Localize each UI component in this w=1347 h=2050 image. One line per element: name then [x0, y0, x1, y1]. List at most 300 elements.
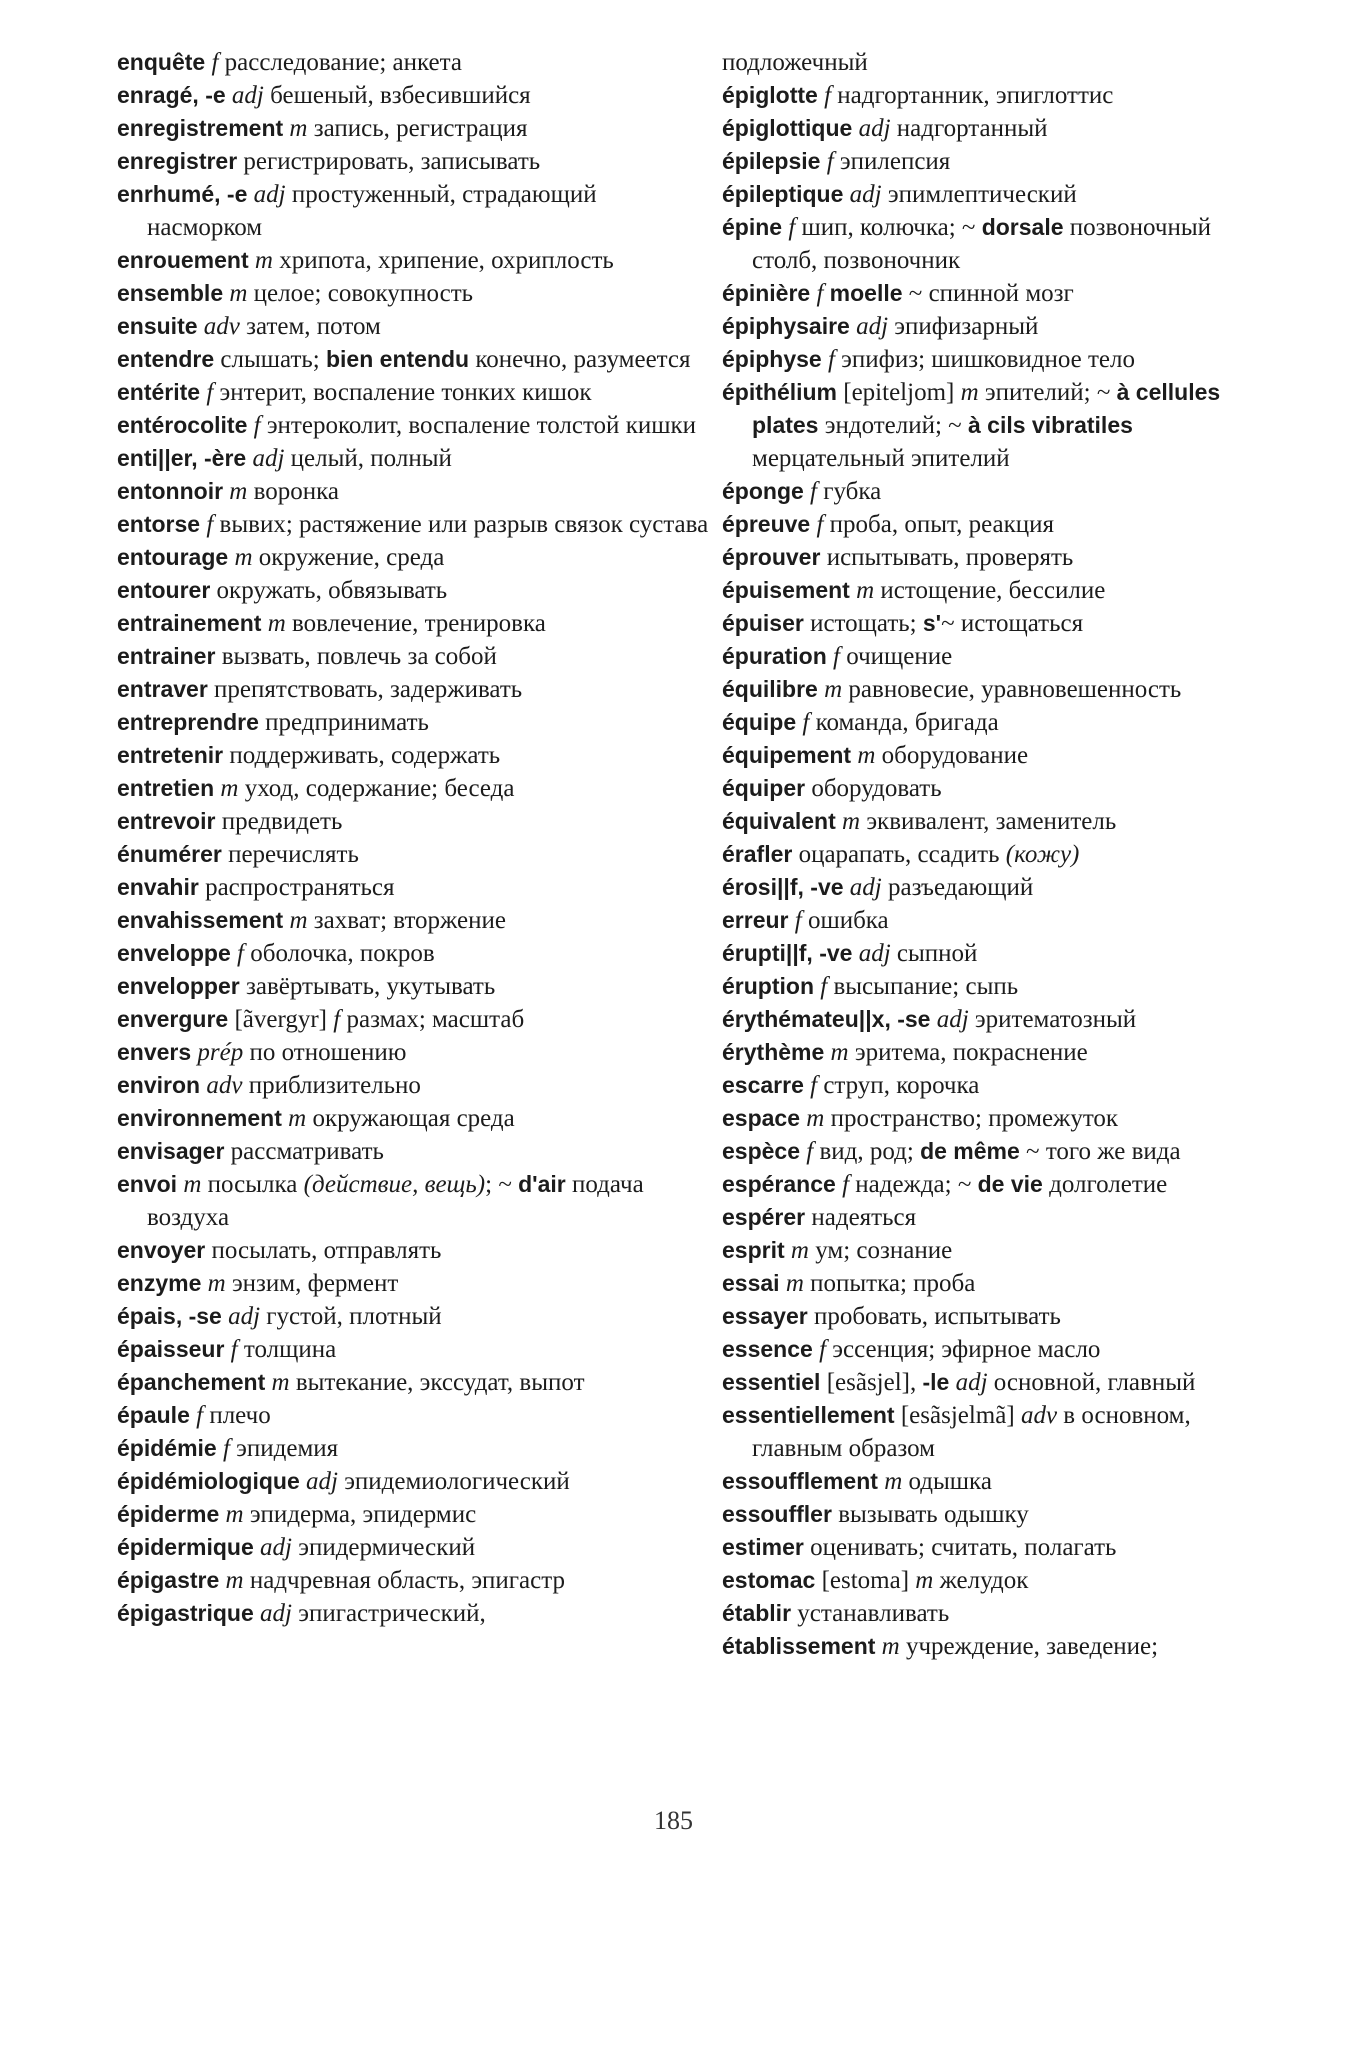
- part-of-speech: prép: [191, 1039, 244, 1066]
- part-of-speech: f: [200, 379, 214, 406]
- headword: établissement: [722, 1633, 876, 1659]
- translation: [ãvergyr]: [228, 1006, 334, 1033]
- page-number: 185: [654, 1806, 693, 1835]
- dictionary-entry: [117, 1399, 717, 1432]
- translation: основной, главный: [987, 1369, 1196, 1396]
- translation: эпидемия: [229, 1435, 339, 1462]
- part-of-speech: m: [875, 1633, 900, 1660]
- dictionary-entry: [722, 277, 1262, 310]
- translation: истощать;: [803, 610, 923, 637]
- part-of-speech: f: [216, 1435, 230, 1462]
- part-of-speech: adj: [852, 940, 891, 967]
- dictionary-entry: [117, 409, 717, 442]
- translation: предпринимать: [258, 709, 429, 736]
- dictionary-entry: [117, 805, 717, 838]
- translation: ; ~: [485, 1171, 519, 1198]
- headword: entretien: [117, 775, 215, 801]
- translation: эритематозный: [968, 1006, 1137, 1033]
- translation: предвидеть: [215, 808, 343, 835]
- translation: целое; совокупность: [247, 280, 474, 307]
- translation: эпителий; ~: [978, 379, 1117, 406]
- part-of-speech: f: [817, 82, 832, 109]
- part-of-speech: f: [810, 280, 824, 307]
- part-of-speech: adj: [221, 1303, 261, 1330]
- part-of-speech: adv: [1020, 1402, 1058, 1429]
- dictionary-entry: [722, 1135, 1262, 1168]
- headword: épiderme: [117, 1501, 220, 1527]
- part-of-speech: f: [782, 214, 796, 241]
- part-of-speech: f: [803, 1072, 818, 1099]
- translation: позвоночный столб, позвоночник: [752, 214, 1212, 274]
- translation: эпидермический: [291, 1534, 476, 1561]
- headword: épuisement: [722, 577, 850, 603]
- headword: équivalent: [722, 808, 836, 834]
- headword: éprouver: [722, 544, 821, 570]
- translation: [estoma]: [815, 1567, 916, 1594]
- dictionary-entry: [117, 1036, 717, 1069]
- headword: équiper: [722, 775, 806, 801]
- headword: entrainement: [117, 610, 262, 636]
- translation: захват; вторжение: [307, 907, 506, 934]
- translation: ~ спинной мозг: [902, 280, 1074, 307]
- part-of-speech: m: [214, 775, 239, 802]
- translation: эпифизарный: [888, 313, 1039, 340]
- headword: épuiser: [722, 610, 804, 636]
- dictionary-entry: [117, 376, 717, 409]
- translation: эндотелий; ~: [818, 412, 968, 439]
- part-of-speech: f: [230, 940, 244, 967]
- translation: воронка: [247, 478, 339, 505]
- dictionary-entry: [722, 376, 1262, 475]
- translation: окружающая среда: [306, 1105, 515, 1132]
- dictionary-entry: [117, 1300, 717, 1333]
- part-of-speech: f: [788, 907, 802, 934]
- dictionary-entry: [117, 904, 717, 937]
- headword: érythémateu||x, -se: [722, 1006, 931, 1032]
- dictionary-entry: [722, 145, 1262, 178]
- headword: enregistrement: [117, 115, 284, 141]
- dictionary-entry: [117, 937, 717, 970]
- dictionary-entry: [722, 1498, 1262, 1531]
- headword: érupti||f, -ve: [722, 940, 853, 966]
- headword: épaisseur: [117, 1336, 225, 1362]
- headword: essayer: [722, 1303, 808, 1329]
- headword: équipement: [722, 742, 852, 768]
- translation: слышать;: [214, 346, 326, 373]
- translation: завёртывать, укутывать: [239, 973, 496, 1000]
- part-of-speech: f: [820, 148, 834, 175]
- translation: окружение, среда: [252, 544, 445, 571]
- dictionary-entry: [722, 673, 1262, 706]
- part-of-speech: m: [824, 1039, 849, 1066]
- translation: вытекание, экссудат, выпот: [289, 1369, 585, 1396]
- dictionary-entry: [722, 1102, 1262, 1135]
- translation: струп, корочка: [817, 1072, 980, 1099]
- headword: espèce: [722, 1138, 801, 1164]
- translation: вызвать, повлечь за собой: [215, 643, 497, 670]
- translation: энтероколит, воспаление толстой кишки: [260, 412, 696, 439]
- translation: эпидерма, эпидермис: [243, 1501, 477, 1528]
- dictionary-entry: [117, 871, 717, 904]
- headword: épileptique: [722, 181, 844, 207]
- dictionary-entry: [117, 1432, 717, 1465]
- translation: губка: [816, 478, 882, 505]
- translation: регистрировать, записывать: [237, 148, 541, 175]
- headword: épuration: [722, 643, 827, 669]
- headword: érosi||f, -ve: [722, 874, 844, 900]
- dictionary-entry: [722, 1267, 1262, 1300]
- dictionary-entry: [117, 673, 717, 706]
- part-of-speech: m: [784, 1237, 809, 1264]
- part-of-speech: m: [817, 676, 843, 703]
- dictionary-entry: [117, 574, 717, 607]
- headword: épidémiologique: [117, 1468, 300, 1494]
- translation: пространство; промежуток: [824, 1105, 1119, 1132]
- part-of-speech: m: [228, 544, 253, 571]
- dictionary-entry: [117, 607, 717, 640]
- part-of-speech: m: [261, 610, 286, 637]
- dictionary-entry: [722, 1597, 1262, 1630]
- translation: надеяться: [805, 1204, 917, 1231]
- dictionary-entry: [722, 1531, 1262, 1564]
- translation: приблизительно: [242, 1072, 421, 1099]
- translation: подача воздуха: [147, 1171, 644, 1231]
- dictionary-entry: [117, 475, 717, 508]
- headword: épidermique: [117, 1534, 254, 1560]
- dictionary-entry: [722, 706, 1262, 739]
- part-of-speech: f: [826, 643, 840, 670]
- part-of-speech: adv: [197, 313, 240, 340]
- phrase: -le: [922, 1369, 950, 1395]
- translation: уход, содержание; беседа: [238, 775, 515, 802]
- dictionary-entry: [117, 1234, 717, 1267]
- translation: эпилепсия: [833, 148, 951, 175]
- headword: enrouement: [117, 247, 249, 273]
- part-of-speech: m: [265, 1369, 290, 1396]
- translation: мерцательный эпителий: [752, 445, 1010, 472]
- part-of-speech: adj: [852, 115, 891, 142]
- headword: épidémie: [117, 1435, 217, 1461]
- dictionary-entry: [722, 541, 1262, 574]
- headword: ensuite: [117, 313, 198, 339]
- headword: espace: [722, 1105, 801, 1131]
- headword: épinière: [722, 280, 811, 306]
- translation: надежда; ~: [849, 1171, 978, 1198]
- headword: épilepsie: [722, 148, 821, 174]
- headword: entourer: [117, 577, 211, 603]
- headword: épais, -se: [117, 1303, 222, 1329]
- part-of-speech: m: [800, 1105, 825, 1132]
- translation: ум; сознание: [808, 1237, 953, 1264]
- right-column: [722, 46, 1262, 1663]
- translation: конечно, разумеется: [469, 346, 691, 373]
- dictionary-entry: [117, 772, 717, 805]
- translation: шип, колючка; ~: [795, 214, 982, 241]
- headword: essence: [722, 1336, 813, 1362]
- part-of-speech: m: [960, 379, 979, 406]
- dictionary-entry: [722, 772, 1262, 805]
- dictionary-entry: [722, 970, 1262, 1003]
- translation: [epiteljom]: [837, 379, 961, 406]
- translation: энзим, фермент: [225, 1270, 399, 1297]
- phrase: d'air: [518, 1171, 566, 1197]
- translation: оболочка, покров: [243, 940, 435, 967]
- dictionary-entry: [722, 1003, 1262, 1036]
- part-of-speech: adj: [930, 1006, 969, 1033]
- dictionary-entry: [722, 211, 1262, 277]
- dictionary-entry: [722, 1366, 1262, 1399]
- headword: épigastre: [117, 1567, 220, 1593]
- dictionary-entry: [722, 904, 1262, 937]
- part-of-speech: f: [821, 346, 835, 373]
- headword: ensemble: [117, 280, 224, 306]
- translation: посылка: [201, 1171, 304, 1198]
- part-of-speech: f: [205, 49, 219, 76]
- headword: enrhumé, -e: [117, 181, 248, 207]
- dictionary-entry: [722, 343, 1262, 376]
- headword: entretenir: [117, 742, 224, 768]
- dictionary-entry: [722, 838, 1262, 871]
- headword: escarre: [722, 1072, 804, 1098]
- headword: envisager: [117, 1138, 225, 1164]
- dictionary-entry: [117, 1333, 717, 1366]
- headword: envers: [117, 1039, 192, 1065]
- translation: испытывать, проверять: [820, 544, 1074, 571]
- dictionary-entry: [117, 442, 717, 475]
- headword: essoufflement: [722, 1468, 878, 1494]
- phrase: de même: [920, 1138, 1020, 1164]
- translation: плечо: [203, 1402, 271, 1429]
- headword: entorse: [117, 511, 201, 537]
- dictionary-entry: [117, 1102, 717, 1135]
- headword: entérite: [117, 379, 201, 405]
- dictionary-entry: [117, 46, 717, 79]
- headword: envelopper: [117, 973, 240, 999]
- translation: хрипота, хрипение, охриплость: [272, 247, 614, 274]
- dictionary-entry: [722, 1630, 1262, 1663]
- dictionary-entry: [722, 475, 1262, 508]
- dictionary-entry: [722, 112, 1262, 145]
- part-of-speech: f: [189, 1402, 204, 1429]
- part-of-speech: f: [333, 1006, 341, 1033]
- note: (кожу): [1005, 841, 1080, 868]
- translation: эпигастрический,: [291, 1600, 486, 1627]
- dictionary-entry: [117, 178, 717, 244]
- translation: рассматривать: [224, 1138, 384, 1165]
- phrase: à cils vibratiles: [967, 412, 1133, 438]
- headword: éponge: [722, 478, 804, 504]
- part-of-speech: m: [201, 1270, 226, 1297]
- headword: envahissement: [117, 907, 284, 933]
- dictionary-entry: [722, 1399, 1262, 1465]
- dictionary-entry: [722, 1234, 1262, 1267]
- dictionary-entry: [117, 244, 717, 277]
- translation: [esãsjelmã]: [894, 1402, 1021, 1429]
- part-of-speech: m: [219, 1501, 244, 1528]
- headword: enquête: [117, 49, 206, 75]
- dictionary-entry: [117, 310, 717, 343]
- dictionary-entry: [722, 739, 1262, 772]
- translation: эритема, покраснение: [848, 1039, 1088, 1066]
- part-of-speech: m: [281, 1105, 307, 1132]
- dictionary-entry: [722, 310, 1262, 343]
- part-of-speech: adj: [253, 1534, 292, 1561]
- part-of-speech: f: [800, 1138, 814, 1165]
- headword: épithélium: [722, 379, 838, 405]
- dictionary-entry: [117, 970, 717, 1003]
- left-column: [117, 46, 717, 1630]
- headword: érythème: [722, 1039, 825, 1065]
- headword: épiphyse: [722, 346, 822, 372]
- headword: espérer: [722, 1204, 806, 1230]
- dictionary-entry: [722, 1300, 1262, 1333]
- headword: enti||er, -ère: [117, 445, 247, 471]
- dictionary-entry: [117, 145, 717, 178]
- translation: подложечный: [722, 49, 868, 76]
- part-of-speech: adj: [949, 1369, 988, 1396]
- headword: épiglotte: [722, 82, 818, 108]
- dictionary-entry: [722, 574, 1262, 607]
- translation: эпимлептический: [881, 181, 1077, 208]
- phrase: bien entendu: [325, 346, 470, 372]
- part-of-speech: adj: [843, 874, 882, 901]
- translation: проба, опыт, реакция: [823, 511, 1054, 538]
- dictionary-entry: [722, 1564, 1262, 1597]
- part-of-speech: adv: [200, 1072, 243, 1099]
- translation: затем, потом: [239, 313, 381, 340]
- translation: сыпной: [890, 940, 978, 967]
- dictionary-entry: [117, 112, 717, 145]
- headword: entourage: [117, 544, 229, 570]
- translation: ошибка: [801, 907, 889, 934]
- headword: environ: [117, 1072, 201, 1098]
- translation: в основном, главным образом: [752, 1402, 1191, 1462]
- headword: érafler: [722, 841, 793, 867]
- translation: энтерит, воспаление тонких кишок: [213, 379, 592, 406]
- translation: ~ истощаться: [941, 610, 1084, 637]
- headword: entendre: [117, 346, 215, 372]
- dictionary-entry: [722, 46, 1262, 79]
- headword: envergure: [117, 1006, 229, 1032]
- phrase: s': [922, 610, 942, 636]
- dictionary-entry: [117, 739, 717, 772]
- part-of-speech: f: [814, 973, 828, 1000]
- dictionary-entry: [722, 1036, 1262, 1069]
- translation: распространяться: [198, 874, 395, 901]
- translation: запись, регистрация: [307, 115, 528, 142]
- part-of-speech: m: [283, 115, 308, 142]
- dictionary-entry: [117, 508, 717, 541]
- headword: énumérer: [117, 841, 222, 867]
- part-of-speech: f: [810, 511, 824, 538]
- translation: одышка: [902, 1468, 992, 1495]
- headword: entraver: [117, 676, 208, 702]
- translation: эквивалент, заменитель: [860, 808, 1117, 835]
- dictionary-entry: [117, 1135, 717, 1168]
- headword: enragé, -e: [117, 82, 226, 108]
- part-of-speech: f: [796, 709, 810, 736]
- dictionary-entry: [117, 277, 717, 310]
- headword: essouffler: [722, 1501, 832, 1527]
- headword: envoi: [117, 1171, 178, 1197]
- headword: essentiel: [722, 1369, 821, 1395]
- dictionary-entry: [722, 79, 1262, 112]
- translation: истощение, бессилие: [874, 577, 1106, 604]
- translation: перечислять: [221, 841, 359, 868]
- translation: вызывать одышку: [831, 1501, 1029, 1528]
- translation: вывих; растяжение или разрыв связок сустава: [213, 511, 709, 538]
- dictionary-entry: [722, 937, 1262, 970]
- dictionary-entry: [722, 1201, 1262, 1234]
- headword: enzyme: [117, 1270, 202, 1296]
- part-of-speech: m: [877, 1468, 903, 1495]
- headword: estimer: [722, 1534, 804, 1560]
- dictionary-entry: [117, 1597, 717, 1630]
- phrase: de vie: [977, 1171, 1043, 1197]
- translation: эссенция; эфирное масло: [826, 1336, 1101, 1363]
- translation: пробовать, испытывать: [807, 1303, 1061, 1330]
- headword: épaule: [117, 1402, 190, 1428]
- part-of-speech: m: [849, 577, 875, 604]
- headword: épiphysaire: [722, 313, 850, 339]
- dictionary-entry: [117, 343, 717, 376]
- part-of-speech: m: [248, 247, 273, 274]
- dictionary-entry: [722, 871, 1262, 904]
- part-of-speech: adj: [253, 1600, 292, 1627]
- dictionary-entry: [722, 805, 1262, 838]
- translation: вовлечение, тренировка: [285, 610, 546, 637]
- translation: оцарапать, ссадить: [792, 841, 1006, 868]
- translation: надгортанник, эпиглоттис: [831, 82, 1114, 109]
- translation: учреждение, заведение;: [899, 1633, 1159, 1660]
- headword: entrevoir: [117, 808, 216, 834]
- headword: entérocolite: [117, 412, 248, 438]
- translation: надгортанный: [890, 115, 1048, 142]
- translation: посылать, отправлять: [205, 1237, 442, 1264]
- dictionary-entry: [117, 1465, 717, 1498]
- part-of-speech: m: [851, 742, 876, 769]
- translation: очищение: [839, 643, 953, 670]
- dictionary-entry: [117, 640, 717, 673]
- headword: épine: [722, 214, 783, 240]
- headword: équilibre: [722, 676, 818, 702]
- dictionary-entry: [722, 508, 1262, 541]
- note: (действие, вещь): [303, 1171, 486, 1198]
- translation: эпидемиологический: [337, 1468, 570, 1495]
- dictionary-entry: [722, 607, 1262, 640]
- headword: estomac: [722, 1567, 816, 1593]
- dictionary-entry: [117, 1366, 717, 1399]
- part-of-speech: m: [283, 907, 308, 934]
- translation: целый, полный: [284, 445, 452, 472]
- translation: разъедающий: [881, 874, 1034, 901]
- part-of-speech: adj: [225, 82, 264, 109]
- translation: эпифиз; шишковидное тело: [834, 346, 1135, 373]
- phrase: à cellules plates: [752, 379, 1221, 438]
- translation: бешеный, взбесившийся: [263, 82, 531, 109]
- part-of-speech: m: [223, 280, 248, 307]
- translation: долголетие: [1042, 1171, 1168, 1198]
- headword: essentiellement: [722, 1402, 895, 1428]
- dictionary-entry: [722, 1333, 1262, 1366]
- part-of-speech: m: [915, 1567, 934, 1594]
- part-of-speech: m: [223, 478, 248, 505]
- headword: espérance: [722, 1171, 836, 1197]
- translation: высыпание; сыпь: [827, 973, 1019, 1000]
- headword: établir: [722, 1600, 792, 1626]
- headword: esprit: [722, 1237, 785, 1263]
- translation: густой, плотный: [260, 1303, 442, 1330]
